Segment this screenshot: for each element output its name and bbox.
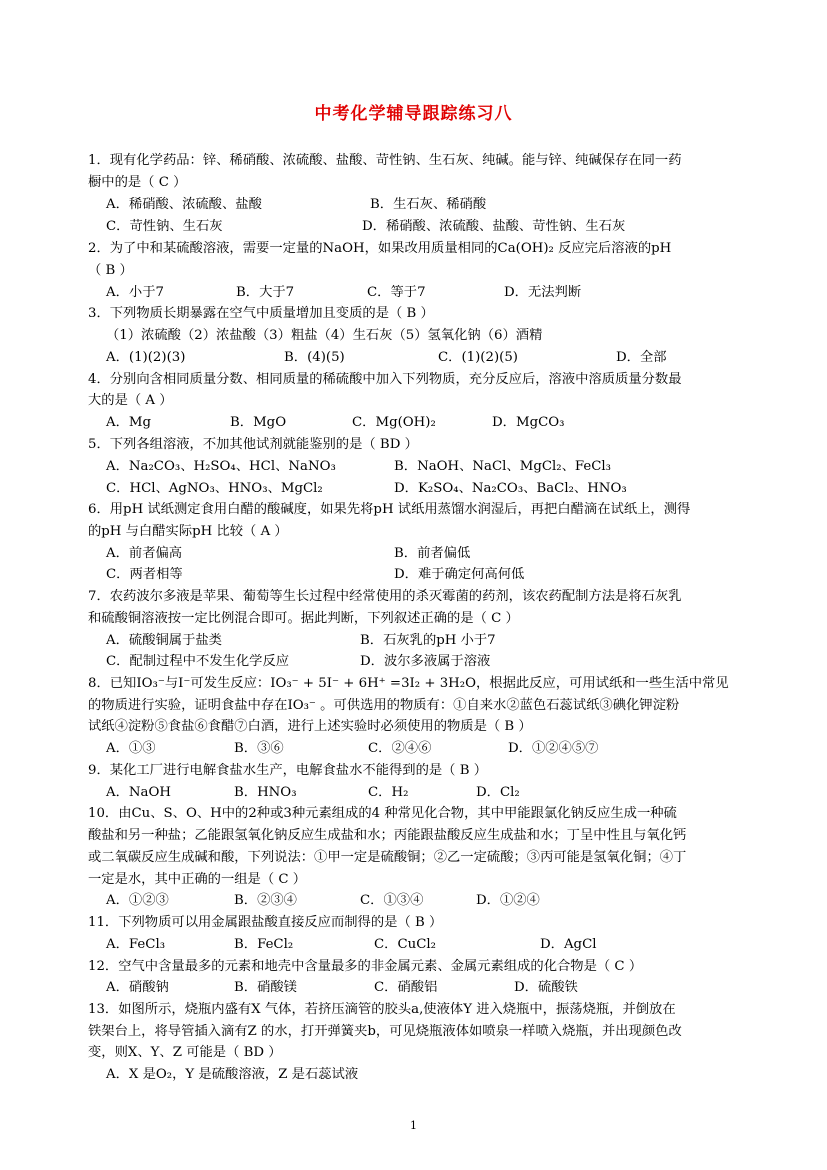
q8-option-a: A．①③: [106, 741, 156, 756]
q11-option-c: C．CuCl₂: [374, 937, 436, 952]
q8-stem-line2: 的物质进行实验，证明食盐中存在IO₃⁻ 。可供选用的物质有：①自来水②蓝色石蕊试纸③碘化钾淀粉: [88, 698, 680, 713]
q2-option-a: A．小于7: [106, 285, 164, 300]
q9-stem-line1: 9．某化工厂进行电解食盐水生产，电解食盐水不能得到的是（ B ）: [88, 763, 487, 778]
q8-stem-line1: 8．已知IO₃⁻与I⁻可发生反应：IO₃⁻ + 5I⁻ + 6H⁺ =3I₂ + 3H₂O，根据此反应，可用试纸和一些生活中常见: [88, 676, 729, 691]
q4-option-a: A．Mg: [106, 415, 152, 430]
q13-stem-line3: 变，则X、Y、Z 可能是（ BD ）: [88, 1045, 282, 1060]
q2-stem-line1: 2．为了中和某硫酸溶液，需要一定量的NaOH，如果改用质量相同的Ca(OH)₂ 反应完后溶液的pH: [88, 241, 672, 256]
q10-stem-line4: 一定是水，其中正确的一组是（ C ）: [88, 872, 307, 887]
q6-stem-line1: 6．用pH 试纸测定食用白醋的酸碱度，如果先将pH 试纸用蒸馏水润湿后，再把白醋滴在试纸上，测得: [88, 502, 691, 517]
q7-option-a: A．硫酸铜属于盐类: [106, 633, 222, 648]
q4-option-b: B．MgO: [230, 415, 287, 430]
q8-option-b: B．③⑥: [234, 741, 284, 756]
q6-option-d: D．难于确定何高何低: [394, 567, 525, 582]
q12-option-b: B．硝酸镁: [234, 980, 297, 995]
q12-option-a: A．硝酸钠: [106, 980, 169, 995]
q11-option-d: D．AgCl: [540, 937, 597, 952]
q1-option-b: B．生石灰、稀硝酸: [370, 197, 487, 212]
document-title: 中考化学辅导跟踪练习八: [314, 104, 513, 124]
page-number: 1: [410, 1119, 417, 1132]
q11-option-a: A．FeCl₃: [106, 937, 166, 952]
q6-stem-line2: 的pH 与白醋实际pH 比较（ A ）: [88, 524, 288, 539]
q10-stem-line1: 10．由Cu、S、O、H中的2种或3种元素组成的4 种常见化合物，其中甲能跟氯化钠反应生成一种硫: [88, 806, 677, 821]
q10-option-c: C．①③④: [360, 893, 424, 908]
q11-stem-line1: 11．下列物质可以用金属跟盐酸直接反应而制得的是（ B ）: [88, 915, 443, 930]
q8-option-c: C．②④⑥: [368, 741, 432, 756]
q10-stem-line3: 或二氧碳反应生成碱和酸，下列说法：①甲一定是硫酸铜；②乙一定硫酸；③丙可能是氢氧化铜；④丁: [88, 850, 687, 865]
q13-option-a: A．X 是O₂，Y 是硫酸溶液，Z 是石蕊试液: [106, 1067, 359, 1082]
q10-option-a: A．①②③: [106, 893, 169, 908]
q2-option-d: D．无法判断: [504, 285, 582, 300]
q7-stem-line1: 7．农药波尔多液是苹果、葡萄等生长过程中经常使用的杀灭霉菌的药剂，该农药配制方法是将石灰乳: [88, 589, 682, 604]
q6-option-a: A．前者偏高: [106, 546, 183, 561]
q4-stem-line1: 4．分别向含相同质量分数、相同质量的稀硫酸中加入下列物质，充分反应后，溶液中溶质质量分数最: [88, 372, 682, 387]
q9-option-c: C．H₂: [368, 785, 409, 800]
q3-option-a: A．(1)(2)(3): [106, 350, 186, 365]
q12-stem-line1: 12．空气中含量最多的元素和地壳中含量最多的非金属元素、金属元素组成的化合物是（ C ）: [88, 959, 643, 974]
q4-option-c: C．Mg(OH)₂: [352, 415, 436, 430]
q7-option-b: B．石灰乳的pH 小于7: [360, 633, 496, 648]
q12-option-c: C．硝酸铝: [374, 980, 438, 995]
q13-stem-line1: 13．如图所示，烧瓶内盛有X 气体，若挤压滴管的胶头a,使液体Y 进入烧瓶中，振荡烧瓶，并倒放在: [88, 1002, 676, 1017]
q10-stem-line2: 酸盐和另一种盐；乙能跟氢氧化钠反应生成盐和水；丙能跟盐酸反应生成盐和水；丁呈中性且与氧化钙: [88, 828, 687, 843]
q5-option-a: A．Na₂CO₃、H₂SO₄、HCl、NaNO₃: [106, 459, 336, 474]
q10-option-b: B．②③④: [234, 893, 297, 908]
q3-option-d: D．全部: [616, 350, 667, 365]
q4-option-d: D．MgCO₃: [492, 415, 565, 430]
q1-option-c: C．苛性钠、生石灰: [106, 219, 223, 234]
q13-stem-line2: 铁架台上，将导管插入滴有Z 的水，打开弹簧夹b，可见烧瓶液体如喷泉一样喷入烧瓶，并出现颜色改: [88, 1024, 682, 1039]
q7-option-c: C．配制过程中不发生化学反应: [106, 654, 290, 669]
q2-option-b: B．大于7: [236, 285, 295, 300]
q9-option-d: D．Cl₂: [476, 785, 520, 800]
q4-stem-line2: 大的是（ A ）: [88, 393, 173, 408]
q2-stem-line2: （ B ）: [88, 263, 133, 278]
q5-option-d: D．K₂SO₄、Na₂CO₃、BaCl₂、HNO₃: [394, 481, 627, 496]
q8-stem-line3: 试纸④淀粉⑤食盐⑥食醋⑦白酒，进行上述实验时必须使用的物质是（ B ）: [88, 719, 532, 734]
q1-stem-line2: 橱中的是（ C ）: [88, 175, 187, 190]
q2-option-c: C．等于7: [367, 285, 426, 300]
q3-option-c: C．(1)(2)(5): [438, 350, 518, 365]
q3-stem-line2: （1）浓硫酸（2）浓盐酸（3）粗盐（4）生石灰（5）氢氧化钠（6）酒精: [106, 328, 543, 343]
q7-stem-line2: 和硫酸铜溶液按一定比例混合即可。据此判断，下列叙述正确的是（ C ）: [88, 611, 519, 626]
q12-option-d: D．硫酸铁: [514, 980, 578, 995]
q5-stem-line1: 5．下列各组溶液，不加其他试剂就能鉴别的是（ BD ）: [88, 437, 418, 452]
q10-option-d: D．①②④: [476, 893, 540, 908]
q3-option-b: B．(4)(5): [284, 350, 345, 365]
q9-option-a: A．NaOH: [106, 785, 171, 800]
q3-stem-line1: 3．下列物质长期暴露在空气中质量增加且变质的是（ B ）: [88, 306, 434, 321]
q11-option-b: B．FeCl₂: [234, 937, 294, 952]
q5-option-c: C．HCl、AgNO₃、HNO₃、MgCl₂: [106, 481, 323, 496]
q1-option-a: A．稀硝酸、浓硫酸、盐酸: [106, 197, 262, 212]
q7-option-d: D．波尔多液属于溶液: [360, 654, 491, 669]
q9-option-b: B．HNO₃: [234, 785, 297, 800]
q6-option-b: B．前者偏低: [394, 546, 471, 561]
q5-option-b: B．NaOH、NaCl、MgCl₂、FeCl₃: [394, 459, 612, 474]
q1-option-d: D．稀硝酸、浓硫酸、盐酸、苛性钠、生石灰: [362, 219, 626, 234]
q1-stem-line1: 1．现有化学药品：锌、稀硝酸、浓硫酸、盐酸、苛性钠、生石灰、纯碱。能与锌、纯碱保存在同一药: [88, 153, 682, 168]
q6-option-c: C．两者相等: [106, 567, 183, 582]
q8-option-d: D．①②④⑤⑦: [508, 741, 599, 756]
